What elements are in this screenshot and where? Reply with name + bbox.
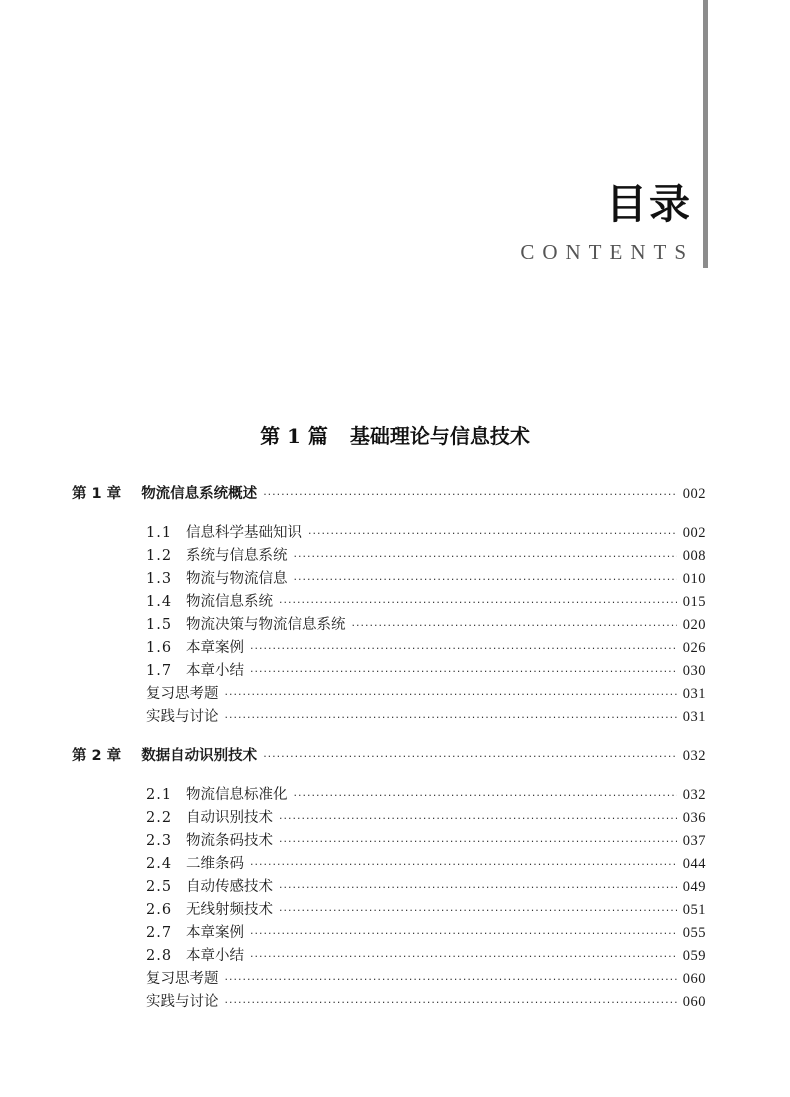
toc-entry[interactable] bbox=[146, 970, 706, 989]
chapter-title: 数据自动识别技术 bbox=[141, 748, 258, 764]
toc-entry[interactable] bbox=[146, 878, 706, 897]
toc-entry[interactable] bbox=[146, 593, 706, 612]
section-number: 2.7 bbox=[146, 925, 173, 941]
section-title: 物流信息系统 bbox=[186, 594, 273, 610]
chapter-title: 物流信息系统概述 bbox=[141, 486, 258, 502]
dot-leader bbox=[279, 879, 677, 897]
dot-leader bbox=[352, 617, 677, 635]
section-title: 自动传感技术 bbox=[186, 879, 273, 895]
section-number: 2.8 bbox=[146, 948, 173, 964]
toc-entry[interactable] bbox=[146, 685, 706, 704]
dot-leader bbox=[279, 902, 677, 920]
section-number: 1.4 bbox=[146, 594, 173, 610]
dot-leader bbox=[250, 663, 677, 681]
page-number: 037 bbox=[682, 833, 706, 849]
page-number: 031 bbox=[682, 686, 706, 702]
toc-entry[interactable] bbox=[146, 855, 706, 874]
section-title: 系统与信息系统 bbox=[186, 548, 288, 564]
toc-entry[interactable] bbox=[146, 662, 706, 681]
section-title: 复习思考题 bbox=[146, 686, 219, 702]
toc-entry[interactable] bbox=[146, 809, 706, 828]
section-title: 二维条码 bbox=[186, 856, 244, 872]
dot-leader bbox=[250, 925, 677, 943]
toc-entry[interactable] bbox=[146, 993, 706, 1012]
dot-leader bbox=[279, 810, 677, 828]
toc-entry[interactable] bbox=[146, 524, 706, 543]
section-number: 2.4 bbox=[146, 856, 173, 872]
section-title: 本章案例 bbox=[186, 925, 244, 941]
toc-entry[interactable] bbox=[146, 616, 706, 635]
part-title: 基础理论与信息技术 bbox=[349, 424, 530, 448]
part-number: 第 1 篇 bbox=[260, 424, 328, 448]
dot-leader bbox=[294, 548, 677, 566]
dot-leader bbox=[294, 571, 677, 589]
dot-leader bbox=[250, 640, 677, 658]
toc-entry[interactable] bbox=[146, 570, 706, 589]
dot-leader bbox=[279, 594, 677, 612]
section-number: 1.3 bbox=[146, 571, 173, 587]
page-number: 030 bbox=[682, 663, 706, 679]
toc-chapter-1[interactable] bbox=[72, 485, 706, 504]
page-number: 036 bbox=[682, 810, 706, 826]
page-number: 015 bbox=[682, 594, 706, 610]
section-title: 复习思考题 bbox=[146, 971, 219, 987]
toc-entry[interactable] bbox=[146, 786, 706, 805]
page-title: 目录 bbox=[606, 180, 692, 228]
page-number: 059 bbox=[682, 948, 706, 964]
section-title: 实践与讨论 bbox=[146, 994, 219, 1010]
section-number: 1.7 bbox=[146, 663, 173, 679]
dot-leader bbox=[279, 833, 677, 851]
page-number: 020 bbox=[682, 617, 706, 633]
section-title: 本章案例 bbox=[186, 640, 244, 656]
dot-leader bbox=[225, 994, 677, 1012]
section-number: 1.2 bbox=[146, 548, 173, 564]
dot-leader bbox=[294, 787, 677, 805]
toc-entry[interactable] bbox=[146, 639, 706, 658]
page-number: 026 bbox=[682, 640, 706, 656]
section-title: 无线射频技术 bbox=[186, 902, 273, 918]
section-title: 物流与物流信息 bbox=[186, 571, 288, 587]
page-number: 032 bbox=[682, 748, 706, 764]
page-number: 032 bbox=[682, 787, 706, 803]
toc-entry[interactable] bbox=[146, 708, 706, 727]
part-heading bbox=[0, 420, 790, 449]
page-number: 055 bbox=[682, 925, 706, 941]
section-number: 2.3 bbox=[146, 833, 173, 849]
chapter-number: 第 1 章 bbox=[72, 486, 122, 502]
section-number: 1.1 bbox=[146, 525, 173, 541]
page-number: 008 bbox=[682, 548, 706, 564]
section-title: 物流条码技术 bbox=[186, 833, 273, 849]
chapter-number: 第 2 章 bbox=[72, 748, 122, 764]
toc-entry[interactable] bbox=[146, 547, 706, 566]
section-number: 2.1 bbox=[146, 787, 173, 803]
toc-chapter-2[interactable] bbox=[72, 747, 706, 766]
page-number: 002 bbox=[682, 486, 706, 502]
section-title: 实践与讨论 bbox=[146, 709, 219, 725]
section-number: 1.6 bbox=[146, 640, 173, 656]
section-number: 1.5 bbox=[146, 617, 173, 633]
section-title: 信息科学基础知识 bbox=[186, 525, 302, 541]
page-number: 060 bbox=[682, 971, 706, 987]
section-number: 2.6 bbox=[146, 902, 173, 918]
section-title: 物流决策与物流信息系统 bbox=[186, 617, 346, 633]
dot-leader bbox=[263, 748, 677, 766]
toc-entry[interactable] bbox=[146, 947, 706, 966]
page-number: 051 bbox=[682, 902, 706, 918]
toc-entry[interactable] bbox=[146, 924, 706, 943]
dot-leader bbox=[263, 486, 677, 504]
section-title: 本章小结 bbox=[186, 663, 244, 679]
page-number: 044 bbox=[682, 856, 706, 872]
section-title: 物流信息标准化 bbox=[186, 787, 288, 803]
section-number: 2.5 bbox=[146, 879, 173, 895]
toc-entry[interactable] bbox=[146, 832, 706, 851]
page-number: 031 bbox=[682, 709, 706, 725]
toc-entry[interactable] bbox=[146, 901, 706, 920]
page-number: 049 bbox=[682, 879, 706, 895]
section-number: 2.2 bbox=[146, 810, 173, 826]
page-number: 060 bbox=[682, 994, 706, 1010]
dot-leader bbox=[225, 971, 677, 989]
vertical-accent-bar bbox=[703, 0, 708, 268]
dot-leader bbox=[225, 709, 677, 727]
section-title: 自动识别技术 bbox=[186, 810, 273, 826]
section-title: 本章小结 bbox=[186, 948, 244, 964]
dot-leader bbox=[308, 525, 677, 543]
page-subtitle: CONTENTS bbox=[520, 240, 694, 264]
page-number: 010 bbox=[682, 571, 706, 587]
dot-leader bbox=[250, 856, 677, 874]
page-number: 002 bbox=[682, 525, 706, 541]
dot-leader bbox=[250, 948, 677, 966]
dot-leader bbox=[225, 686, 677, 704]
